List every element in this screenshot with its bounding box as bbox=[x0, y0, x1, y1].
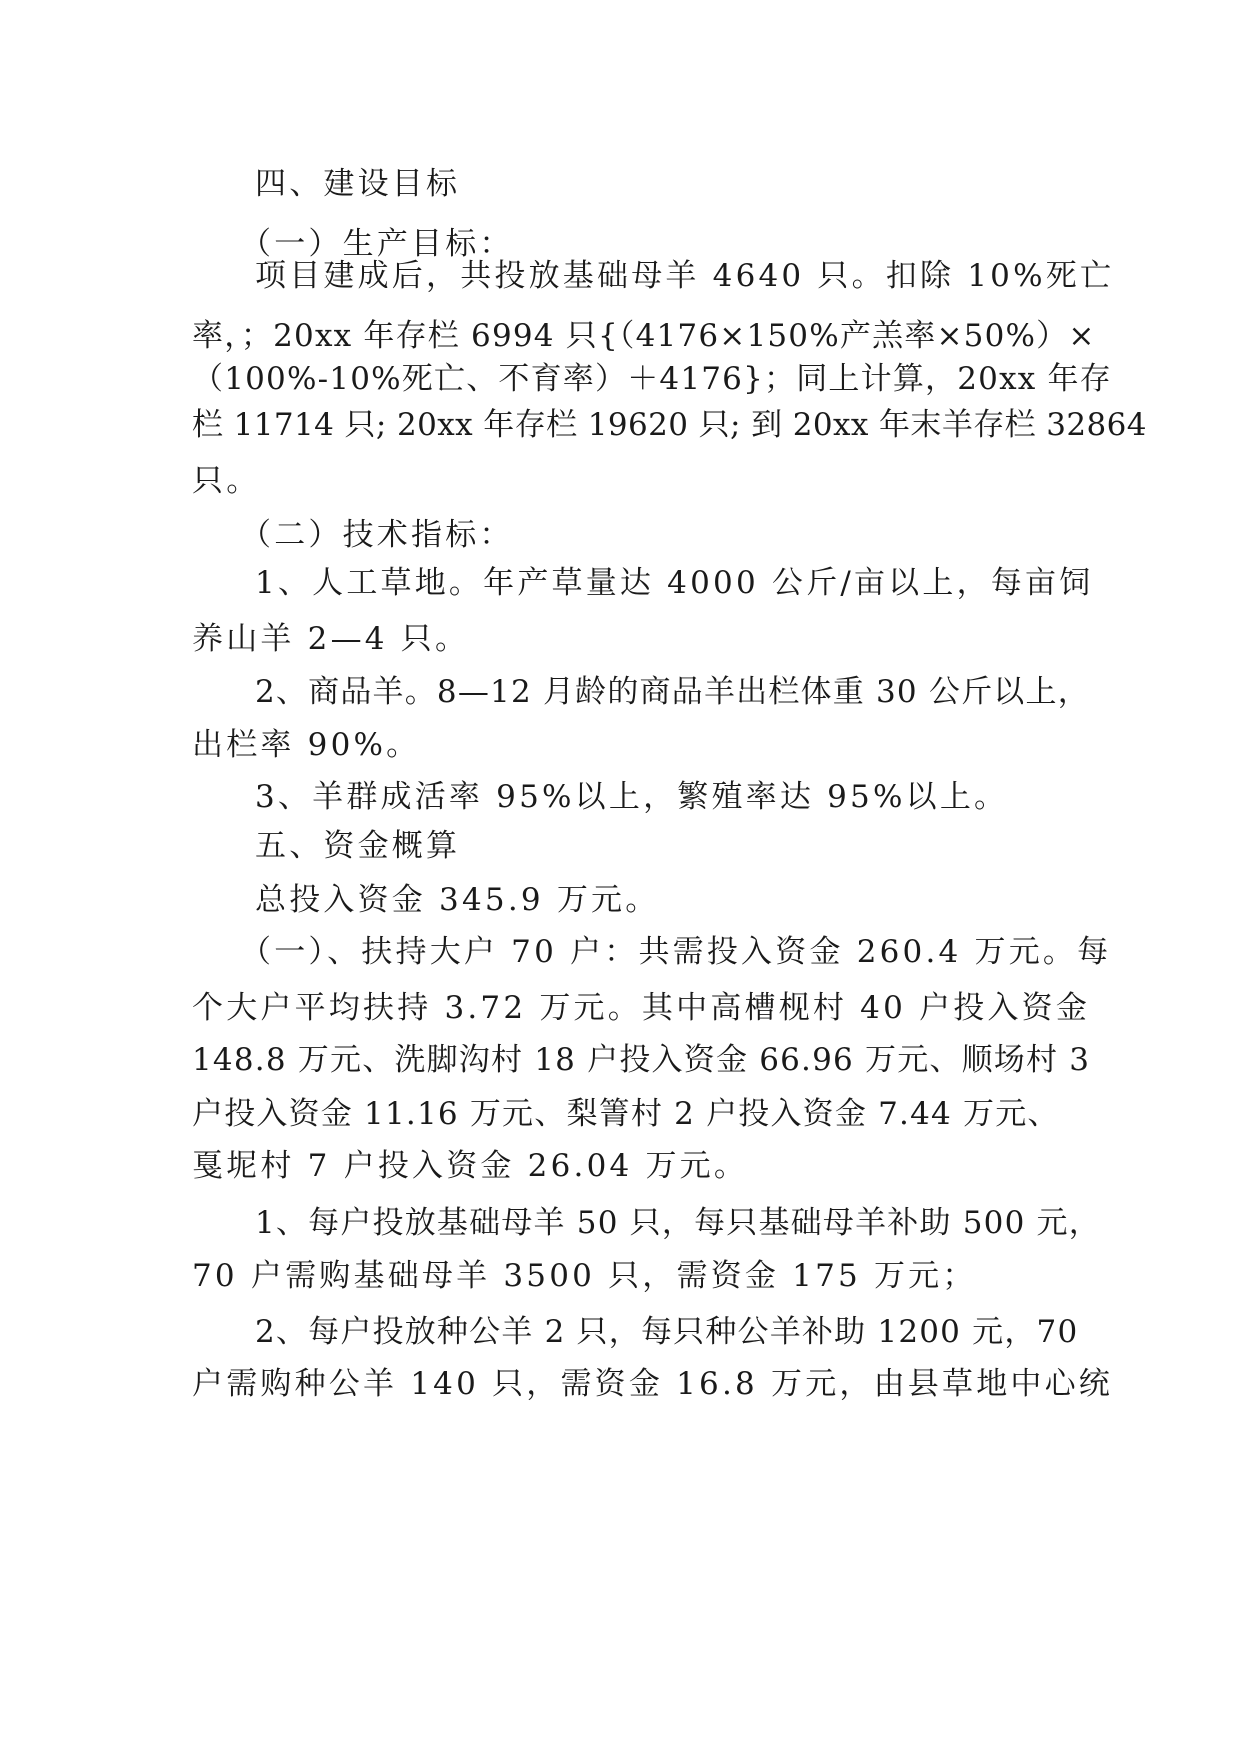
paragraph-line: 户需购种公羊 140 只，需资金 16.8 万元，由县草地中心统 bbox=[192, 1366, 1114, 1402]
paragraph-line: （100%-10%死亡、不育率）＋4176}；同上计算，20xx 年存 bbox=[192, 361, 1112, 397]
paragraph-line: 148.8 万元、洗脚沟村 18 户投入资金 66.96 万元、顺场村 3 bbox=[192, 1042, 1091, 1078]
paragraph-line: 1、每户投放基础母羊 50 只，每只基础母羊补助 500 元， bbox=[255, 1205, 1101, 1241]
paragraph-line: 3、羊群成活率 95%以上，繁殖率达 95%以上。 bbox=[255, 779, 1009, 815]
paragraph-line: 戛坭村 7 户投入资金 26.04 万元。 bbox=[192, 1148, 749, 1184]
paragraph-line: 栏 11714 只; 20xx 年存栏 19620 只; 到 20xx 年末羊存栏 32864 bbox=[192, 407, 1147, 443]
section-heading-4: 四、建设目标 bbox=[255, 166, 461, 202]
section-heading-5: 五、资金概算 bbox=[255, 828, 461, 864]
paragraph-line: 2、商品羊。8—12 月龄的商品羊出栏体重 30 公斤以上， bbox=[255, 674, 1090, 710]
subsection-heading-technical: （二）技术指标： bbox=[240, 517, 514, 553]
paragraph-line: 2、每户投放种公羊 2 只，每只种公羊补助 1200 元，70 bbox=[255, 1314, 1079, 1350]
paragraph-line: 项目建成后，共投放基础母羊 4640 只。扣除 10%死亡 bbox=[255, 258, 1115, 294]
paragraph-line: 70 户需购基础母羊 3500 只，需资金 175 万元； bbox=[192, 1258, 977, 1294]
paragraph-line: 出栏率 90%。 bbox=[192, 727, 421, 763]
paragraph-line: 个大户平均扶持 3.72 万元。其中高槽枧村 40 户投入资金 bbox=[192, 990, 1091, 1026]
paragraph-line: 率，；20xx 年存栏 6994 只{（4176×150%产羔率×50%）× bbox=[192, 318, 1096, 354]
subsection-heading-production: （一）生产目标： bbox=[240, 226, 514, 262]
paragraph-line: 总投入资金 345.9 万元。 bbox=[255, 882, 660, 918]
paragraph-line: （一）、扶持大户 70 户：共需投入资金 260.4 万元。每 bbox=[240, 934, 1112, 970]
paragraph-line: 只。 bbox=[192, 463, 261, 499]
paragraph-line: 户投入资金 11.16 万元、梨箐村 2 户投入资金 7.44 万元、 bbox=[192, 1096, 1060, 1132]
paragraph-line: 养山羊 2—4 只。 bbox=[192, 621, 470, 657]
paragraph-line: 1、人工草地。年产草量达 4000 公斤/亩以上，每亩饲 bbox=[255, 565, 1094, 601]
